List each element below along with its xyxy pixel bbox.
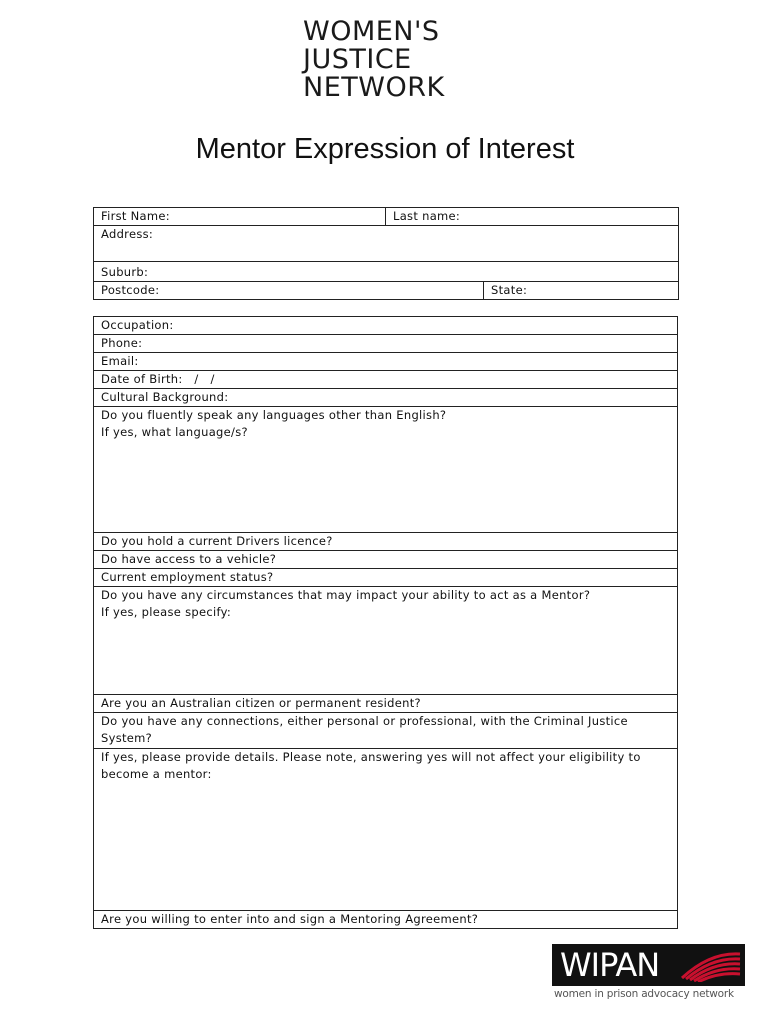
email-field[interactable] xyxy=(94,353,678,371)
first-name-field[interactable] xyxy=(94,208,386,226)
employment-status-label: Current employment status? xyxy=(101,570,274,584)
state-label: State: xyxy=(491,283,528,297)
cultural-background-field[interactable] xyxy=(94,389,678,407)
languages-question: Do you fluently speak any languages other than English? xyxy=(101,408,447,422)
wipan-swoosh-icon xyxy=(680,948,742,982)
mentoring-agreement-field[interactable] xyxy=(94,911,678,929)
circumstances-followup: If yes, please specify: xyxy=(101,605,232,619)
circumstances-field[interactable] xyxy=(94,587,678,695)
address-field[interactable] xyxy=(94,226,679,262)
date-of-birth-label: Date of Birth: / / xyxy=(101,372,215,386)
vehicle-access-label: Do have access to a vehicle? xyxy=(101,552,277,566)
citizenship-label: Are you an Australian citizen or permanent resident? xyxy=(101,696,421,710)
occupation-label: Occupation: xyxy=(101,318,174,332)
womens-justice-network-logo xyxy=(303,18,445,102)
last-name-field[interactable] xyxy=(386,208,679,226)
languages-field[interactable] xyxy=(94,407,678,533)
first-name-label: First Name: xyxy=(101,209,170,223)
logo-line: NETWORK xyxy=(303,72,445,103)
logo-line: WOMEN'S xyxy=(303,16,440,47)
vehicle-access-field[interactable] xyxy=(94,551,678,569)
drivers-licence-field[interactable] xyxy=(94,533,678,551)
circumstances-question: Do you have any circumstances that may impact your ability to act as a Mentor? xyxy=(101,588,591,602)
wipan-tagline: women in prison advocacy network xyxy=(554,988,734,1000)
suburb-field[interactable] xyxy=(94,262,679,282)
last-name-label: Last name: xyxy=(393,209,461,223)
mentor-questions-table xyxy=(93,316,678,929)
address-label: Address: xyxy=(101,227,154,241)
employment-status-field[interactable] xyxy=(94,569,678,587)
connection-details-label: If yes, please provide details. Please note, answering yes will not affect your eligibility to become a mentor: xyxy=(101,750,641,781)
state-field[interactable] xyxy=(484,282,679,300)
citizenship-field[interactable] xyxy=(94,695,678,713)
connection-details-field[interactable] xyxy=(94,749,678,911)
cultural-background-label: Cultural Background: xyxy=(101,390,229,404)
justice-connections-label: Do you have any connections, either personal or professional, with the Criminal Justice System? xyxy=(101,714,628,745)
postcode-field[interactable] xyxy=(94,282,484,300)
phone-field[interactable] xyxy=(94,335,678,353)
logo-line: JUSTICE xyxy=(303,44,412,75)
languages-followup: If yes, what language/s? xyxy=(101,425,248,439)
page-title: Mentor Expression of Interest xyxy=(195,133,575,165)
wipan-logo-box xyxy=(552,944,745,986)
drivers-licence-label: Do you hold a current Drivers licence? xyxy=(101,534,333,548)
email-label: Email: xyxy=(101,354,139,368)
date-of-birth-field[interactable] xyxy=(94,371,678,389)
postcode-label: Postcode: xyxy=(101,283,160,297)
wipan-logo xyxy=(552,944,745,1004)
wipan-wordmark: WIPAN xyxy=(560,946,660,984)
occupation-field[interactable] xyxy=(94,317,678,335)
phone-label: Phone: xyxy=(101,336,143,350)
justice-connections-field[interactable] xyxy=(94,713,678,749)
mentoring-agreement-label: Are you willing to enter into and sign a Mentoring Agreement? xyxy=(101,912,479,926)
suburb-label: Suburb: xyxy=(101,265,149,279)
personal-details-table xyxy=(93,207,679,300)
